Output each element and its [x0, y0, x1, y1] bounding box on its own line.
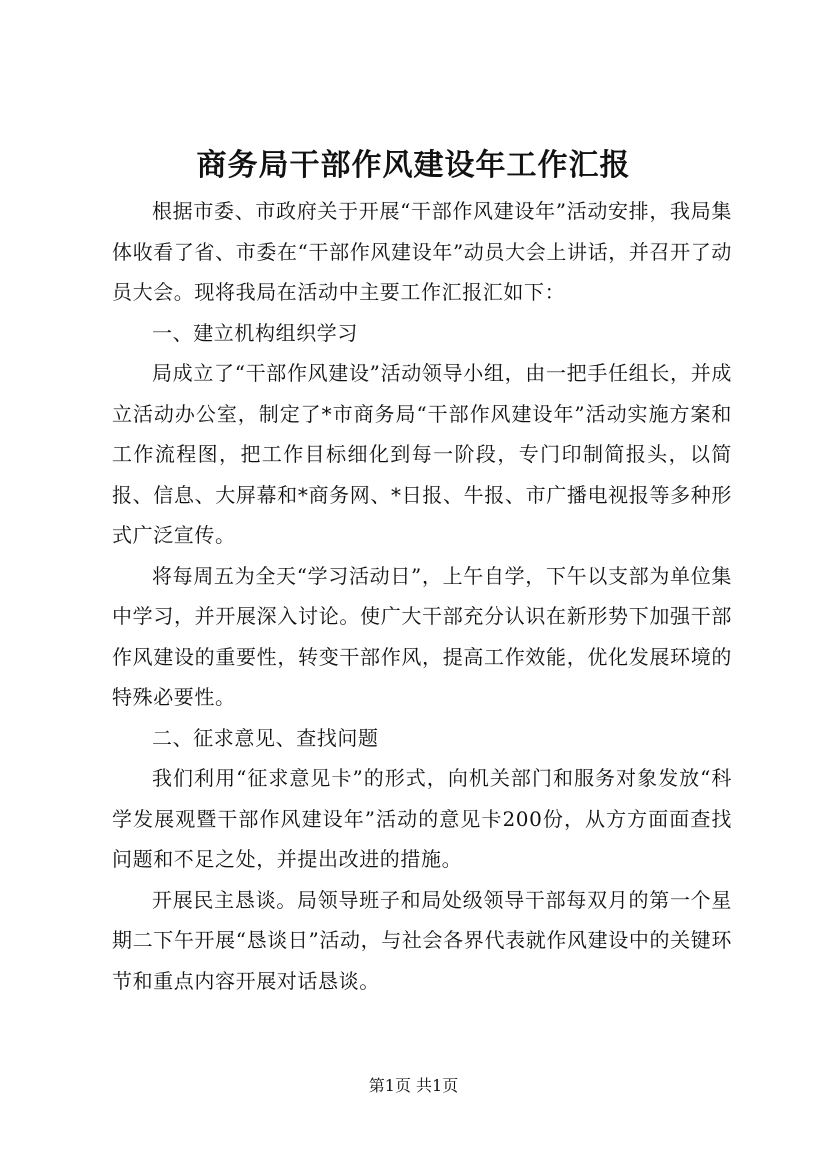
- page-footer: 第1页 共1页: [368, 1076, 459, 1095]
- paragraph-intro: 根据市委、市政府关于开展“干部作风建设年”活动安排，我局集体收看了省、市委在“干部作风建设年”动员大会上讲话，并召开了动员大会。现将我局在活动中主要工作汇报汇如下：: [112, 199, 732, 304]
- paragraph-opinion-cards: 我们利用“征求意见卡”的形式，向机关部门和服务对象发放“科学发展观暨干部作风建设年”活动的意见卡200份，从方方面面查找问题和不足之处，并提出改进的措施。: [112, 766, 732, 871]
- section-heading-1: 一、建立机构组织学习: [152, 320, 358, 345]
- paragraph-organization: 局成立了“干部作风建设”活动领导小组，由一把手任组长，并成立活动办公室，制定了*市商务局“干部作风建设年”活动实施方案和工作流程图，把工作目标细化到每一阶段，专门印制简报头，以简报、信息、大屏幕和*商务网、*日报、牛报、市广播电视报等多种形式广泛宣传。: [112, 361, 732, 547]
- paragraph-study-day: 将每周五为全天“学习活动日”，上午自学，下午以支部为单位集中学习，并开展深入讨论。使广大干部充分认识在新形势下加强干部作风建设的重要性，转变干部作风，提高工作效能，优化发展环境的特殊必要性。: [112, 563, 732, 709]
- document-title: 商务局干部作风建设年工作汇报: [196, 148, 631, 183]
- document-body: [112, 191, 732, 1001]
- paragraph-democratic-talks: 开展民主恳谈。局领导班子和局处级领导干部每双月的第一个星期二下午开展“恳谈日”活动，与社会各界代表就作风建设中的关键环节和重点内容开展对话恳谈。: [112, 887, 732, 993]
- section-heading-2: 二、征求意见、查找问题: [152, 725, 379, 750]
